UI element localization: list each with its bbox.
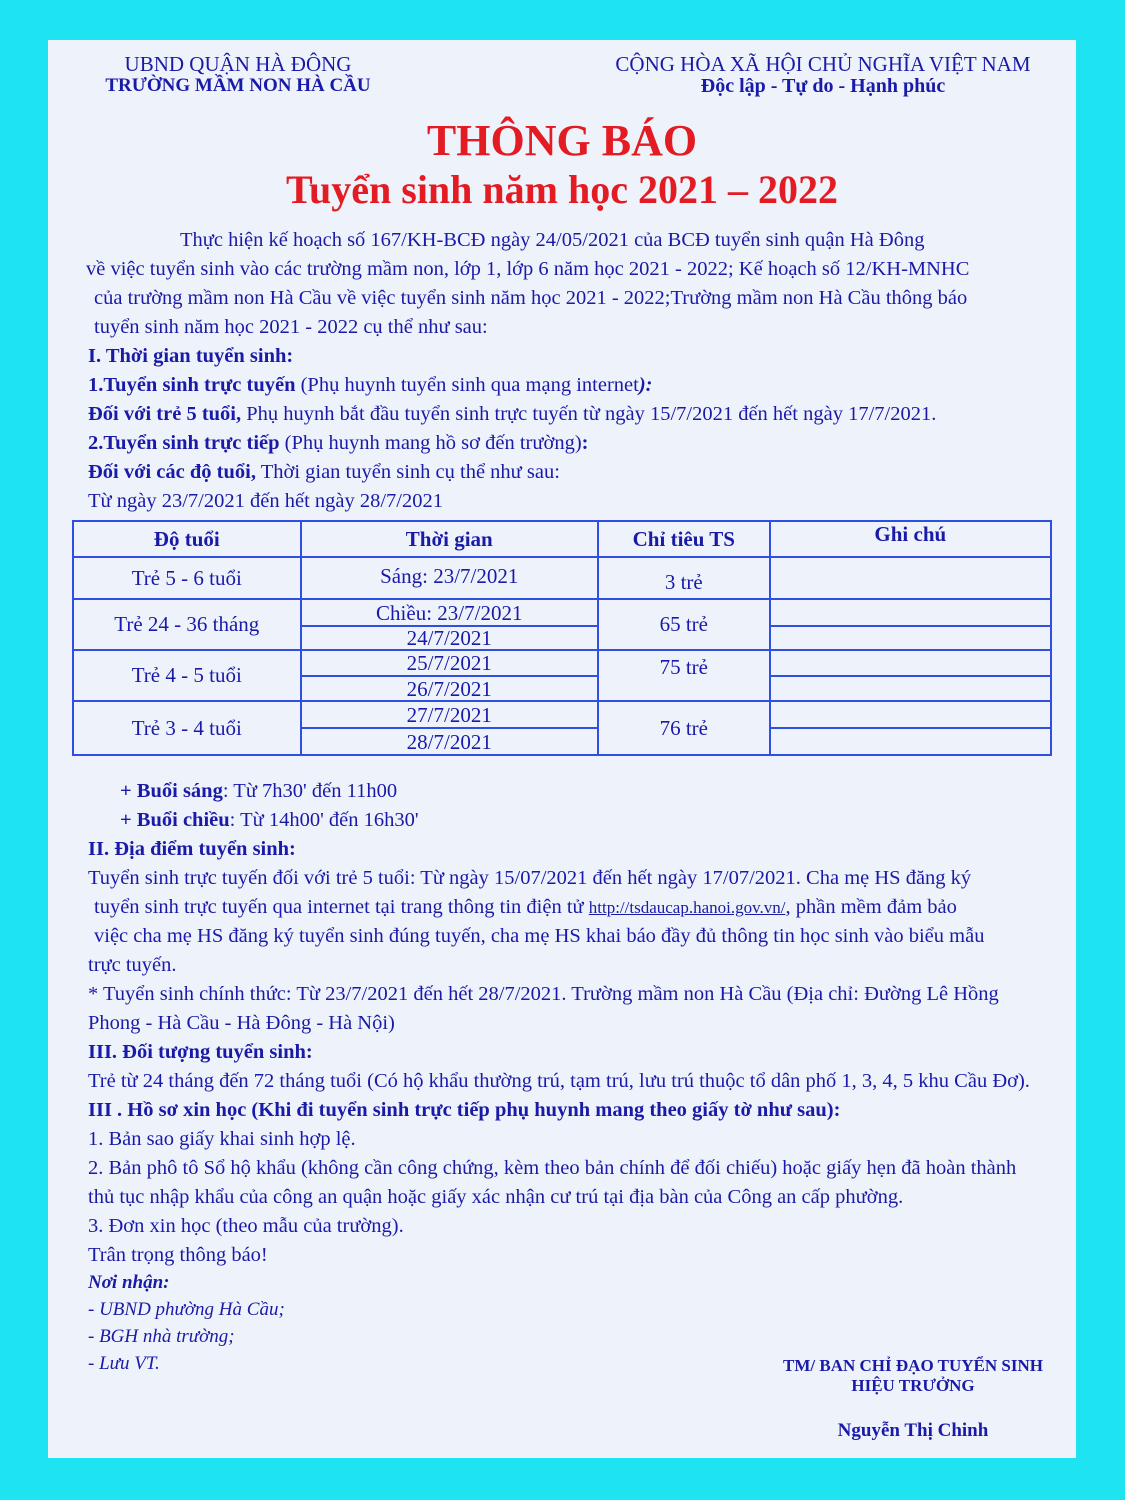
header-right — [588, 52, 1058, 98]
morning-text: : Từ 7h30' đến 11h00 — [222, 780, 398, 802]
direct-note: (Phụ huynh mang hồ sơ đến trường) — [279, 432, 582, 454]
country-name: CỘNG HÒA XÃ HỘI CHỦ NGHĨA VIỆT NAM — [615, 52, 1031, 76]
recipient-item: - BGH nhà trường; — [88, 1326, 235, 1347]
five-year-line — [88, 401, 936, 427]
quota-cell: 75 trẻ — [598, 650, 770, 701]
recipients-label: Nơi nhận: — [88, 1272, 170, 1293]
time-cell: 25/7/2021 — [301, 650, 598, 676]
ages-label: Đối với các độ tuổi, — [88, 461, 256, 483]
header-left — [88, 52, 388, 97]
quota-cell: 3 trẻ — [598, 557, 770, 599]
time-cell: 26/7/2021 — [301, 676, 598, 701]
registration-link[interactable]: http://tsdaucap.hanoi.gov.vn/ — [588, 898, 786, 917]
table-header: Chỉ tiêu TS — [598, 521, 770, 557]
school-name: TRƯỜNG MẦM NON HÀ CẦU — [105, 75, 371, 96]
signature-title: TM/ BAN CHỈ ĐẠO TUYỂN SINH — [783, 1356, 1043, 1375]
note-cell — [770, 701, 1051, 728]
note-cell — [770, 626, 1051, 650]
document-item: 1. Bản sao giấy khai sinh hợp lệ. — [88, 1128, 356, 1150]
afternoon-text: : Từ 14h00' đến 16h30' — [229, 809, 419, 831]
recipient-item: - Lưu VT. — [88, 1353, 160, 1374]
time-cell: Sáng: 23/7/2021 — [301, 557, 598, 599]
section-heading: III . Hồ sơ xin học (Khi đi tuyển sinh trực tiếp phụ huynh mang theo giấy tờ như sau): — [88, 1099, 841, 1121]
location-line: Phong - Hà Cầu - Hà Đông - Hà Nội) — [88, 1012, 395, 1034]
online-close: ): — [638, 374, 653, 396]
motto: Độc lập - Tự do - Hạnh phúc — [700, 75, 946, 97]
closing-text: Trân trọng thông báo! — [88, 1244, 268, 1266]
ages-line — [88, 459, 560, 485]
time-cell: 27/7/2021 — [301, 701, 598, 728]
section-heading: I. Thời gian tuyển sinh: — [88, 345, 294, 367]
location-line: trực tuyến. — [88, 954, 177, 976]
document-item: thủ tục nhập khẩu của công an quận hoặc giấy xác nhận cư trú tại địa bàn của Công an cấp phường. — [88, 1186, 904, 1208]
note-cell — [770, 557, 1051, 599]
signer-name: Nguyễn Thị Chinh — [837, 1420, 989, 1441]
online-label: 1.Tuyển sinh trực tuyến — [88, 374, 296, 396]
note-cell — [770, 728, 1051, 755]
section-heading: II. Địa điểm tuyển sinh: — [88, 838, 296, 860]
afternoon-label: + Buổi chiều — [120, 809, 230, 831]
online-note: (Phụ huynh tuyển sinh qua mạng internet — [295, 374, 639, 396]
note-cell — [770, 650, 1051, 676]
quota-cell: 65 trẻ — [598, 599, 770, 650]
eligibility-text: Trẻ từ 24 tháng đến 72 tháng tuổi (Có hộ khẩu thường trú, tạm trú, lưu trú thuộc tổ dân phố 1, 3, 4, 5 khu Cầu Đơ). — [88, 1070, 1030, 1092]
age-cell: Trẻ 4 - 5 tuổi — [73, 650, 301, 701]
date-range: Từ ngày 23/7/2021 đến hết ngày 28/7/2021 — [88, 490, 444, 512]
note-cell — [770, 599, 1051, 626]
section-heading: III. Đối tượng tuyển sinh: — [88, 1041, 313, 1063]
location-line: Tuyển sinh trực tuyến đối với trẻ 5 tuổi: Từ ngày 15/07/2021 đến hết ngày 17/07/2021. Cha mẹ HS đăng ký — [88, 867, 972, 889]
morning-label: + Buổi sáng — [120, 780, 223, 802]
page-subtitle: Tuyển sinh năm học 2021 – 2022 — [286, 167, 838, 212]
direct-label: 2.Tuyển sinh trực tiếp — [88, 432, 280, 454]
location-line: * Tuyển sinh chính thức: Từ 23/7/2021 đến hết 28/7/2021. Trường mầm non Hà Cầu (Địa chỉ: Đường Lê Hồng — [88, 983, 999, 1005]
time-cell: Chiều: 23/7/2021 — [301, 599, 598, 626]
direct-close: : — [581, 432, 589, 454]
intro-line: Thực hiện kế hoạch số 167/KH-BCĐ ngày 24/05/2021 của BCĐ tuyển sinh quận Hà Đông — [180, 229, 925, 251]
signature-block — [748, 1356, 1076, 1396]
ages-text: Thời gian tuyển sinh cụ thể như sau: — [255, 461, 560, 483]
five-year-text: Phụ huynh bắt đầu tuyển sinh trực tuyến từ ngày 15/7/2021 đến hết ngày 17/7/2021. — [241, 403, 937, 425]
time-cell: 28/7/2021 — [301, 728, 598, 755]
quota-cell: 76 trẻ — [598, 701, 770, 755]
location-text: tuyển sinh trực tuyến qua internet tại trang thông tin điện tử — [94, 896, 589, 918]
location-text: , phần mềm đảm bảo — [785, 896, 957, 918]
location-line — [94, 894, 957, 921]
page-title: THÔNG BÁO — [426, 116, 698, 165]
intro-line: của trường mầm non Hà Cầu về việc tuyển sinh năm học 2021 - 2022;Trường mầm non Hà Cầu thông báo — [94, 287, 968, 309]
afternoon-session — [120, 807, 419, 833]
admission-table — [72, 520, 1052, 756]
note-cell — [770, 676, 1051, 701]
online-line — [88, 372, 652, 398]
location-line: việc cha mẹ HS đăng ký tuyển sinh đúng tuyến, cha mẹ HS khai báo đầy đủ thông tin học sinh vào biểu mẫu — [94, 925, 985, 947]
signature-role: HIỆU TRƯỞNG — [851, 1376, 975, 1395]
age-cell: Trẻ 3 - 4 tuổi — [73, 701, 301, 755]
direct-line — [88, 430, 588, 456]
age-cell: Trẻ 5 - 6 tuổi — [73, 557, 301, 599]
district-name: UBND QUẬN HÀ ĐÔNG — [124, 52, 352, 76]
document-item: 3. Đơn xin học (theo mẫu của trường). — [88, 1215, 404, 1237]
table-header: Ghi chú — [770, 521, 1051, 557]
notice-page — [48, 40, 1076, 1458]
intro-line: về việc tuyển sinh vào các trường mầm non, lớp 1, lớp 6 năm học 2021 - 2022; Kế hoạch số 12/KH-MNHC — [86, 258, 970, 280]
five-year-label: Đối với trẻ 5 tuổi, — [88, 403, 242, 425]
document-item: 2. Bản phô tô Sổ hộ khẩu (không cần công chứng, kèm theo bản chính để đối chiếu) hoặc giấy hẹn đã hoàn thành — [88, 1157, 1017, 1179]
recipient-item: - UBND phường Hà Cầu; — [88, 1299, 285, 1320]
age-cell: Trẻ 24 - 36 tháng — [73, 599, 301, 650]
morning-session — [120, 778, 397, 804]
table-header: Độ tuổi — [73, 521, 301, 557]
table-header: Thời gian — [301, 521, 598, 557]
time-cell: 24/7/2021 — [301, 626, 598, 650]
intro-line: tuyển sinh năm học 2021 - 2022 cụ thể như sau: — [94, 316, 488, 338]
